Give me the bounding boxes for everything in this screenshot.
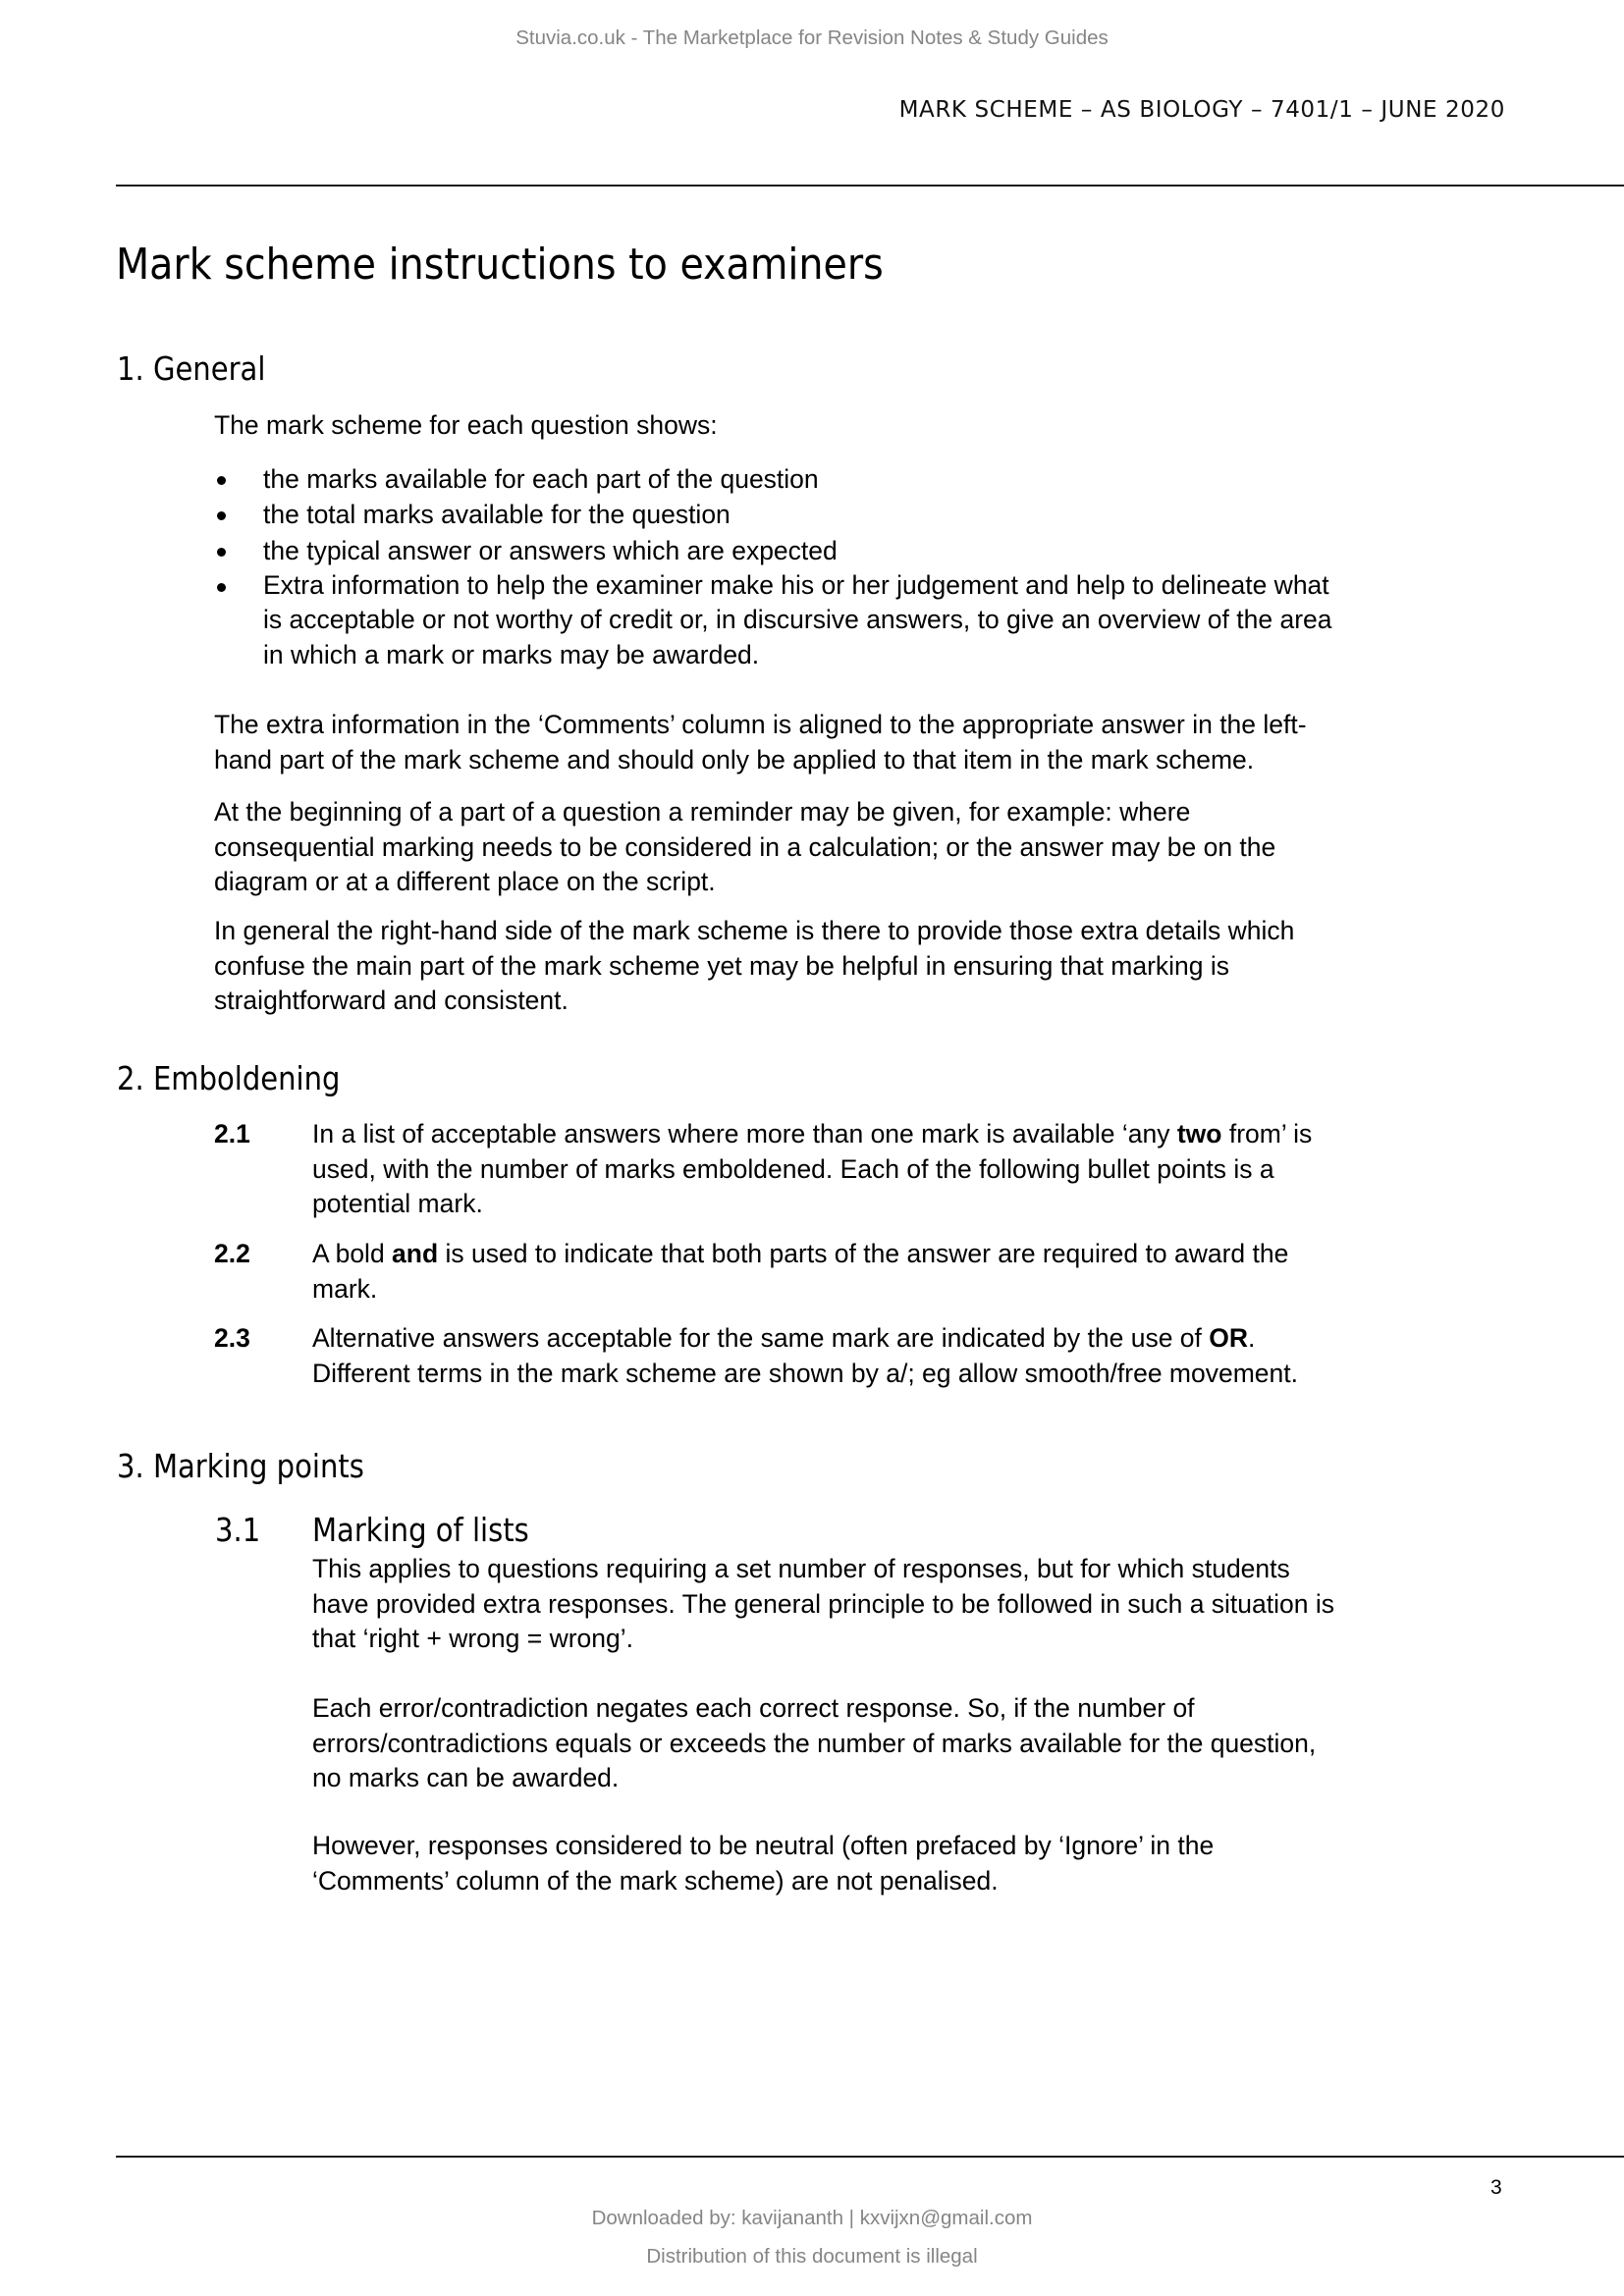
intro-text: The mark scheme for each question shows:	[214, 410, 718, 440]
list-item-text: the marks available for each part of the question	[263, 464, 819, 494]
paragraph-line: straightforward and consistent.	[214, 986, 568, 1015]
paragraph-line: This applies to questions requiring a set number of responses, but for which students	[312, 1554, 1290, 1583]
list-item-text: the typical answer or answers which are expected	[263, 535, 838, 565]
text-run: Alternative answers acceptable for the same mark are indicated by the use of	[312, 1323, 1210, 1353]
paragraph-contradictions	[312, 1691, 1316, 1796]
intro-paragraph	[214, 408, 718, 444]
bullet-icon	[217, 511, 226, 520]
list-item-text: the total marks available for the question	[263, 500, 731, 530]
downloaded-by-notice: Downloaded by: kavijananth | kxvijxn@gmail.com	[591, 2207, 1033, 2229]
subsection-number: 3.1	[215, 1511, 261, 1549]
paragraph-line: At the beginning of a part of a question a reminder may be given, for example: where	[214, 797, 1191, 827]
paragraph-line: confuse the main part of the mark scheme yet may be helpful in ensuring that marking is	[214, 950, 1230, 981]
text-run: In a list of acceptable answers where more than one mark is available ‘any	[312, 1119, 1177, 1148]
subsection-heading-marking-of-lists: Marking of lists	[312, 1511, 529, 1549]
item-line: mark.	[312, 1273, 378, 1304]
paragraph-line: ‘Comments’ column of the mark scheme) are not penalised.	[312, 1865, 999, 1896]
paragraph-line: The extra information in the ‘Comments’ column is aligned to the appropriate answer in the left-	[214, 710, 1307, 739]
list-item	[214, 533, 1332, 568]
bold-term: and	[392, 1239, 439, 1268]
footer-rule	[116, 2156, 1624, 2158]
item-number: 2.2	[214, 1239, 250, 1268]
paragraph-line: errors/contradictions equals or exceeds the number of marks available for the question,	[312, 1728, 1317, 1758]
bullet-icon	[217, 548, 226, 557]
paragraph-line: no marks can be awarded.	[312, 1763, 620, 1792]
item-line: Different terms in the mark scheme are shown by a/; eg allow smooth/free movement.	[312, 1358, 1298, 1388]
paragraph-extra-responses	[312, 1552, 1334, 1657]
paragraph-line: diagram or at a different place on the script.	[214, 867, 716, 896]
paragraph-right-hand-side	[214, 914, 1294, 1019]
list-item-text: in which a mark or marks may be awarded.	[263, 640, 760, 670]
watermark-header: Stuvia.co.uk - The Marketplace for Revision Notes & Study Guides	[515, 27, 1109, 49]
section-heading-emboldening: 2. Emboldening	[117, 1059, 341, 1097]
paragraph-line: In general the right-hand side of the mark scheme is there to provide those extra details which	[214, 916, 1295, 945]
item-text	[312, 1117, 1312, 1222]
bold-term: two	[1176, 1119, 1222, 1148]
list-item	[214, 497, 1332, 532]
paragraph-line: consequential marking needs to be considered in a calculation; or the answer may be on the	[214, 831, 1276, 862]
section-heading-marking-points: 3. Marking points	[117, 1447, 364, 1485]
paragraph-line: that ‘right + wrong = wrong’.	[312, 1624, 634, 1653]
header-rule	[116, 185, 1624, 187]
running-header: MARK SCHEME – AS BIOLOGY – 7401/1 – JUNE 2020	[898, 97, 1505, 123]
page-number: 3	[1490, 2176, 1502, 2199]
text-run: .	[1248, 1323, 1256, 1353]
page-title: Mark scheme instructions to examiners	[116, 240, 884, 290]
paragraph-line: Each error/contradiction negates each correct response. So, if the number of	[312, 1693, 1195, 1723]
paragraph-neutral-responses	[312, 1829, 1214, 1898]
paragraph-line: However, responses considered to be neutral (often prefaced by ‘Ignore’ in the	[312, 1831, 1215, 1860]
paragraph-comments-column	[214, 708, 1307, 777]
list-item-text: Extra information to help the examiner make his or her judgement and help to delineate what	[263, 569, 1329, 600]
paragraph-reminder	[214, 795, 1275, 900]
paragraph-line: have provided extra responses. The general principle to be followed in such a situation is	[312, 1588, 1334, 1619]
bold-term: OR	[1209, 1323, 1249, 1353]
paragraph-line: hand part of the mark scheme and should only be applied to that item in the mark scheme.	[214, 744, 1255, 774]
section-heading-general: 1. General	[117, 349, 266, 388]
item-line: potential mark.	[312, 1189, 483, 1218]
list-item	[214, 568, 1332, 673]
list-item-text: is acceptable or not worthy of credit or, in discursive answers, to give an overview of the area	[263, 605, 1332, 635]
text-run: from’ is	[1221, 1119, 1313, 1148]
bullet-list	[214, 461, 1332, 673]
item-number: 2.1	[214, 1119, 250, 1148]
item-text	[312, 1237, 1288, 1307]
bullet-icon	[217, 476, 226, 485]
text-run: A bold	[312, 1239, 393, 1268]
item-line: used, with the number of marks emboldened. Each of the following bullet points is a	[312, 1153, 1274, 1184]
text-run: is used to indicate that both parts of the answer are required to award the	[438, 1239, 1289, 1268]
distribution-notice: Distribution of this document is illegal	[646, 2245, 978, 2268]
bullet-icon	[217, 583, 226, 592]
item-number: 2.3	[214, 1323, 250, 1353]
item-text	[312, 1321, 1298, 1391]
list-item	[214, 461, 1332, 497]
